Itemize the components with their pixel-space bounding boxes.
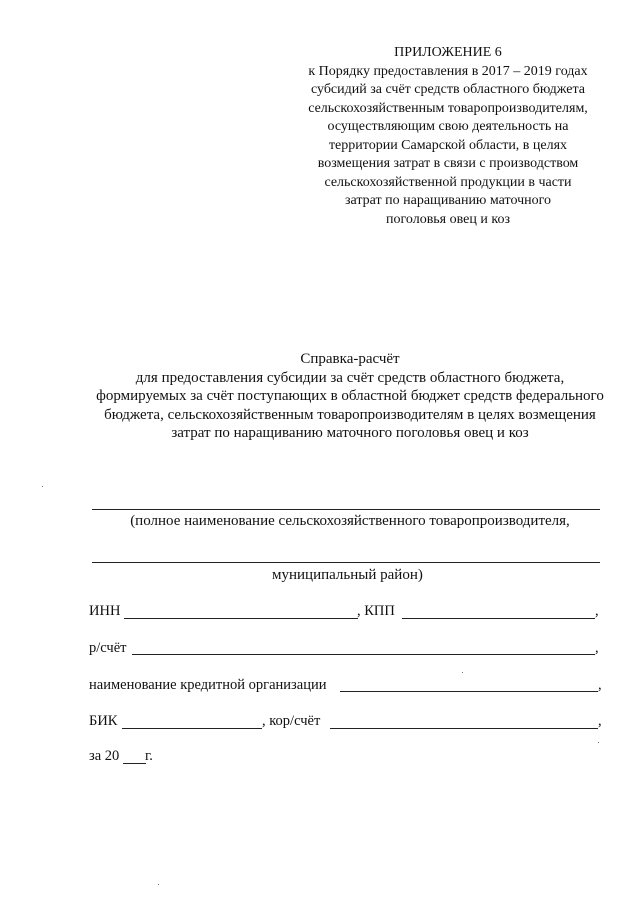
- kpp-label: , КПП: [357, 603, 395, 619]
- year-input-line[interactable]: [123, 763, 146, 764]
- year-suffix: г.: [145, 748, 153, 764]
- producer-name-line[interactable]: [92, 509, 600, 510]
- producer-name-caption: (полное наименование сельскохозяйственного товаропроизводителя,: [130, 513, 570, 529]
- title-line: бюджета, сельскохозяйственным товаропроизводителям в целях возмещения: [104, 406, 596, 423]
- comma: ,: [595, 603, 599, 619]
- appendix-line: территории Самарской области, в целях: [328, 137, 568, 153]
- appendix-line: поголовья овец и коз: [386, 211, 510, 227]
- title-line: формируемых за счёт поступающих в областной бюджет средств федерального: [96, 388, 604, 404]
- scan-speck: [42, 486, 43, 487]
- bik-label: БИК: [89, 713, 118, 729]
- scan-speck: [462, 672, 463, 673]
- title-line: для предоставления субсидии за счёт средств областного бюджета,: [135, 369, 565, 386]
- appendix-heading: ПРИЛОЖЕНИЕ 6: [394, 45, 502, 60]
- scan-speck: [598, 742, 599, 743]
- comma: ,: [595, 640, 599, 656]
- appendix-line: затрат по наращиванию маточного: [344, 193, 552, 208]
- year-prefix: за 20: [89, 748, 120, 764]
- appendix-line: субсидий за счёт средств областного бюджета: [310, 82, 586, 97]
- bik-input-line[interactable]: [122, 728, 262, 729]
- appendix-line: осуществляющим свою деятельность на: [327, 119, 569, 134]
- kpp-input-line[interactable]: [402, 618, 595, 619]
- bank-name-input-line[interactable]: [340, 691, 598, 692]
- inn-input-line[interactable]: [124, 618, 358, 619]
- appendix-line: к Порядку предоставления в 2017 – 2019 годах: [308, 63, 588, 79]
- producer-district-line[interactable]: [92, 562, 600, 563]
- comma: ,: [598, 677, 602, 693]
- comma: ,: [598, 713, 602, 729]
- title-line: затрат по наращиванию маточного поголовья овец и коз: [171, 425, 529, 441]
- corr-account-label: , кор/счёт: [262, 713, 321, 729]
- document-title: [70, 350, 630, 443]
- appendix-block: [288, 44, 608, 229]
- inn-label: ИНН: [89, 603, 121, 619]
- district-caption: муниципальный район): [272, 567, 423, 583]
- account-label: р/счёт: [89, 640, 127, 656]
- account-input-line[interactable]: [132, 654, 595, 655]
- title-heading: Справка-расчёт: [300, 351, 400, 367]
- bank-name-label: наименование кредитной организации: [89, 677, 327, 693]
- appendix-line: сельскохозяйственным товаропроизводителям,: [308, 100, 588, 116]
- corr-account-input-line[interactable]: [330, 728, 598, 729]
- appendix-line: сельскохозяйственной продукции в части: [324, 174, 572, 190]
- scan-speck: [158, 884, 159, 885]
- appendix-line: возмещения затрат в связи с производством: [317, 156, 579, 171]
